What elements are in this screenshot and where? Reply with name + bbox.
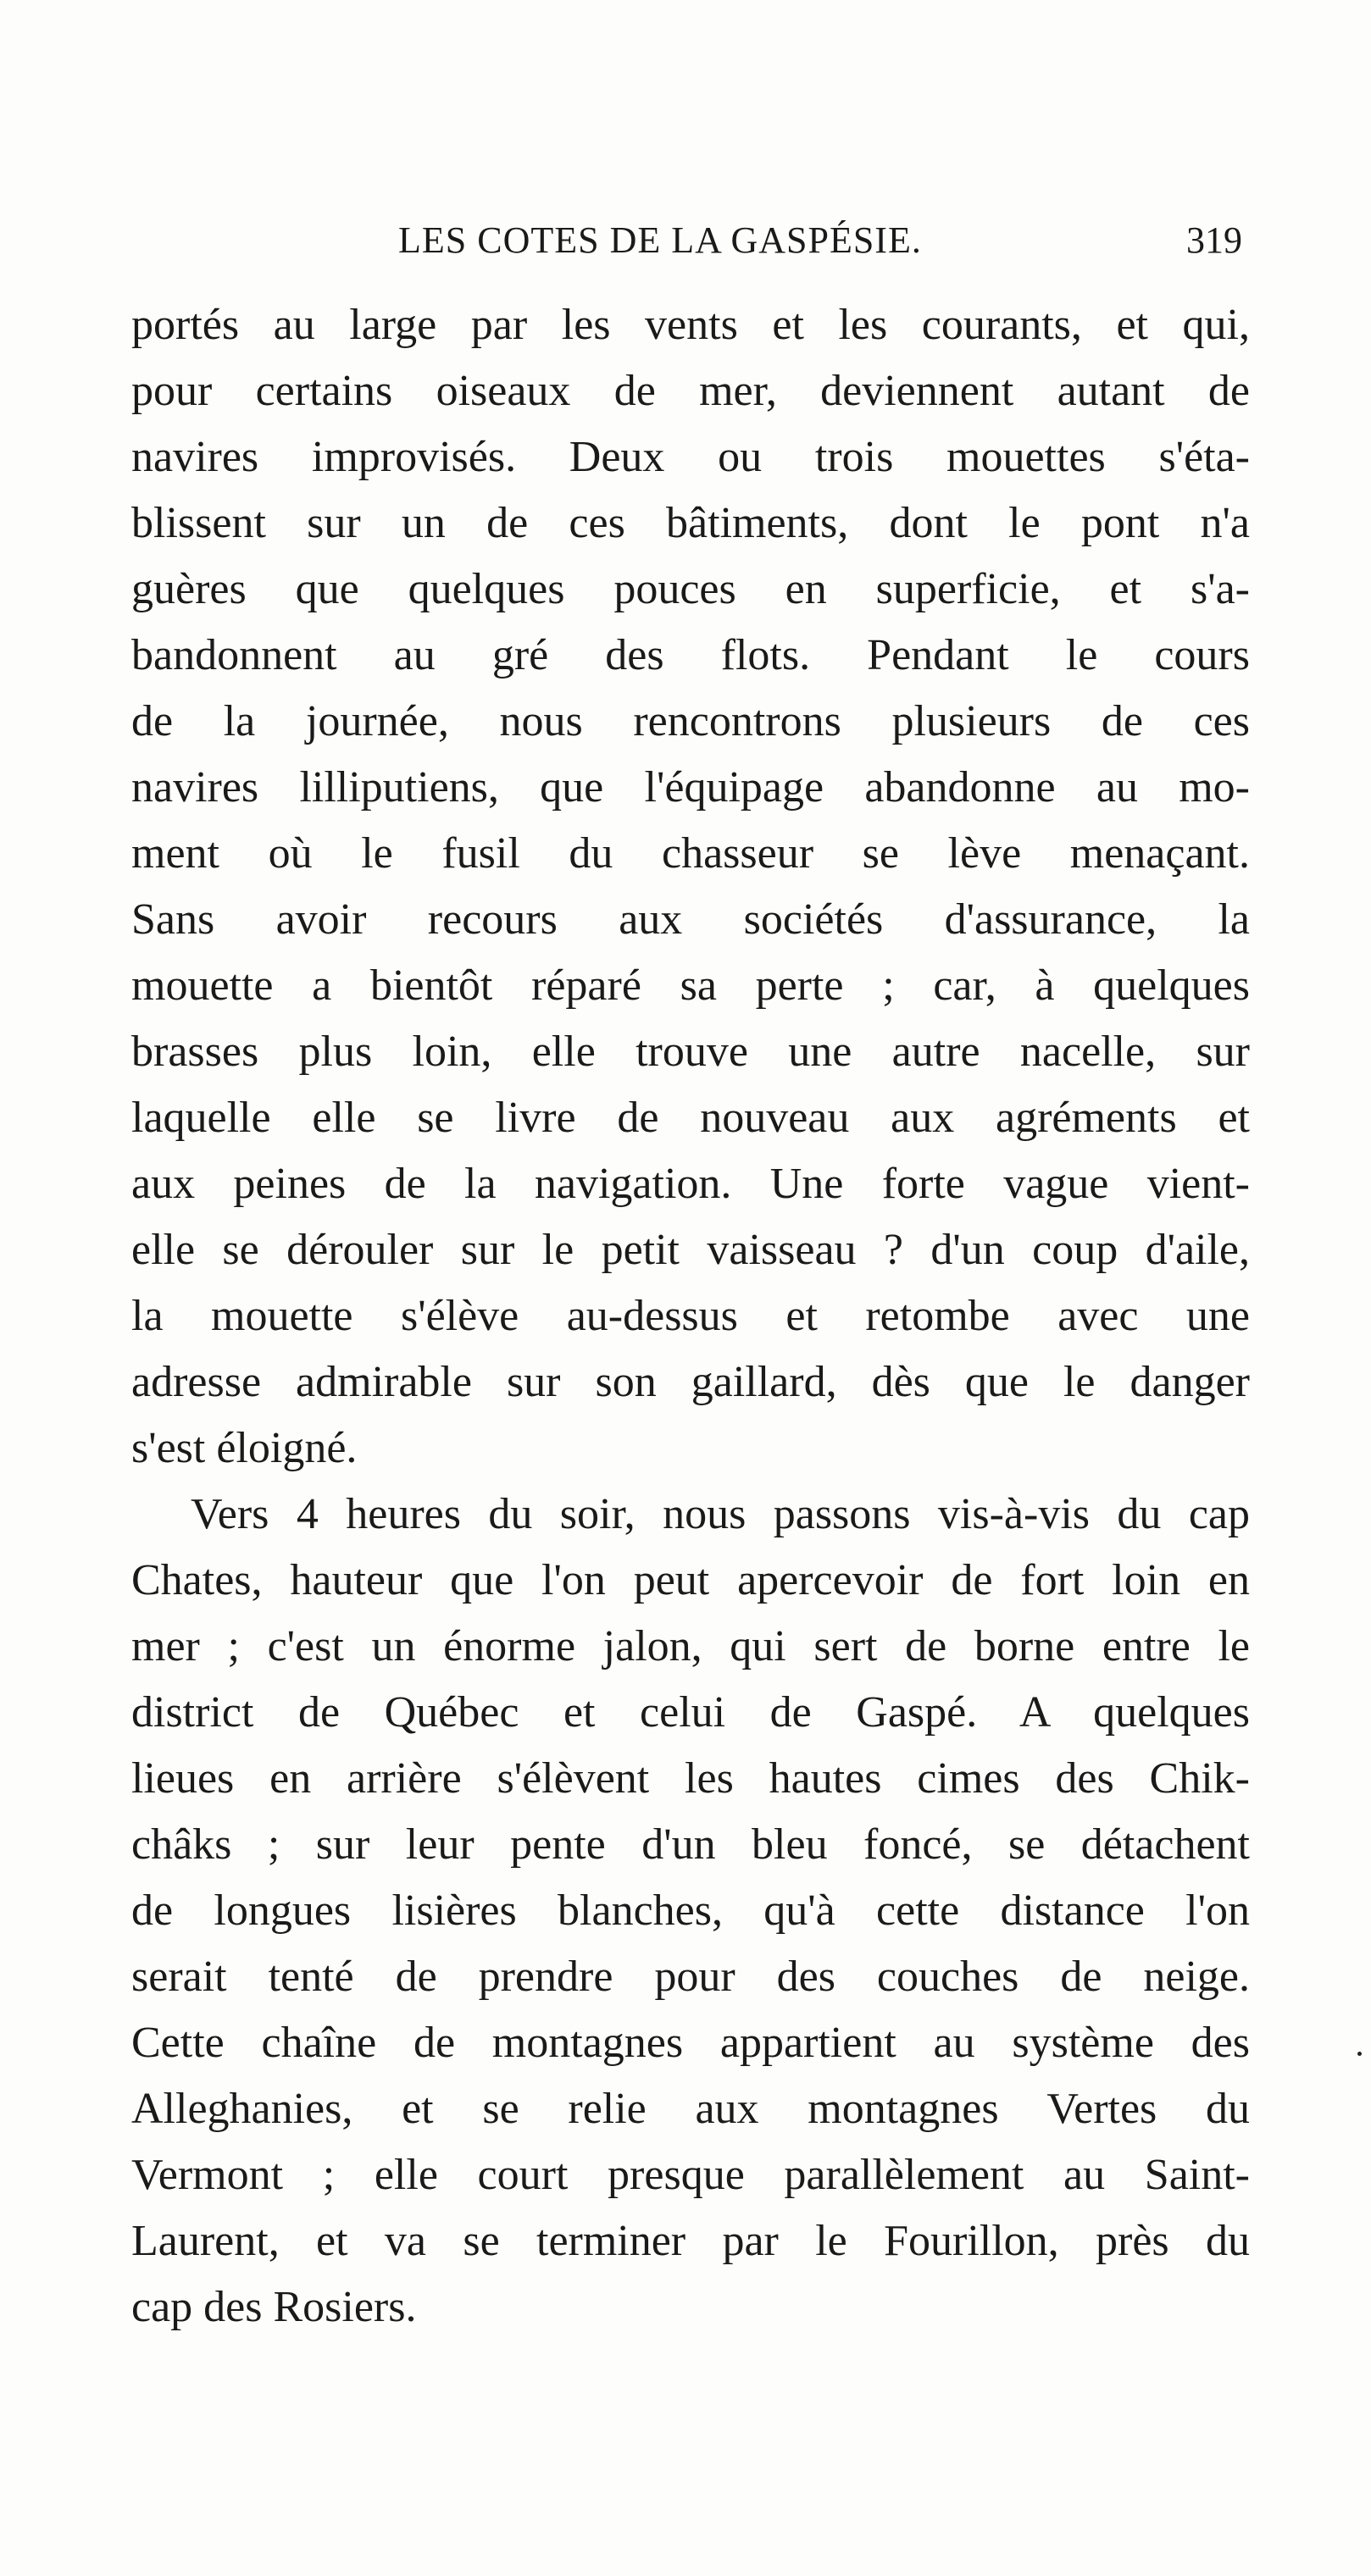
text-line: laquelle elle se livre de nouveau aux agréments et xyxy=(131,1094,1250,1142)
text-line: elle se dérouler sur le petit vaisseau ? d'un coup d'aile, xyxy=(131,1226,1250,1274)
running-title: LES COTES DE LA GASPÉSIE. xyxy=(398,219,922,261)
paragraph-1 xyxy=(131,292,1250,1482)
text-line: ment où le fusil du chasseur se lève menaçant. xyxy=(131,829,1250,878)
text-line: serait tenté de prendre pour des couches de neige. xyxy=(131,1953,1250,2001)
text-line: adresse admirable sur son gaillard, dès que le danger xyxy=(131,1358,1250,1406)
text-line: Vermont ; elle court presque parallèlement au Saint- xyxy=(131,2151,1250,2199)
text-line: mouette a bientôt réparé sa perte ; car, à quelques xyxy=(131,961,1250,1010)
text-line: bandonnent au gré des flots. Pendant le cours xyxy=(131,631,1250,679)
text-line: Chates, hauteur que l'on peut apercevoir de fort loin en xyxy=(131,1556,1250,1604)
text-line: brasses plus loin, elle trouve une autre nacelle, sur xyxy=(131,1028,1250,1076)
text-line: navires improvisés. Deux ou trois mouettes s'éta- xyxy=(131,433,1250,481)
text-line: Alleghanies, et se relie aux montagnes Vertes du xyxy=(131,2085,1250,2133)
text-line: lieues en arrière s'élèvent les hautes cimes des Chik- xyxy=(131,1754,1250,1803)
text-line: la mouette s'élève au-dessus et retombe avec une xyxy=(131,1292,1250,1340)
text-line: Vers 4 heures du soir, nous passons vis-à-vis du cap xyxy=(191,1490,1250,1538)
text-line: blissent sur un de ces bâtiments, dont le pont n'a xyxy=(131,499,1250,547)
margin-speck xyxy=(1357,2052,1362,2056)
body-text xyxy=(131,292,1250,2341)
text-line: portés au large par les vents et les courants, et qui, xyxy=(131,301,1250,349)
text-line: cap des Rosiers. xyxy=(131,2283,417,2331)
text-line: district de Québec et celui de Gaspé. A quelques xyxy=(131,1688,1250,1737)
text-line: mer ; c'est un énorme jalon, qui sert de borne entre le xyxy=(131,1622,1250,1670)
text-line: navires lilliputiens, que l'équipage abandonne au mo- xyxy=(131,763,1250,812)
text-line: Laurent, et va se terminer par le Fourillon, près du xyxy=(131,2217,1250,2265)
text-line: aux peines de la navigation. Une forte vague vient- xyxy=(131,1160,1250,1208)
text-line: Cette chaîne de montagnes appartient au système des xyxy=(131,2019,1250,2067)
text-line: de la journée, nous rencontrons plusieurs de ces xyxy=(131,697,1250,745)
text-line: châks ; sur leur pente d'un bleu foncé, se détachent xyxy=(131,1820,1250,1869)
page-number: 319 xyxy=(1186,219,1242,261)
text-line: pour certains oiseaux de mer, deviennent autant de xyxy=(131,367,1250,415)
text-line: guères que quelques pouces en superficie, et s'a- xyxy=(131,565,1250,613)
paragraph-2 xyxy=(131,1482,1250,2341)
text-line: s'est éloigné. xyxy=(131,1424,358,1472)
text-line: de longues lisières blanches, qu'à cette distance l'on xyxy=(131,1886,1250,1935)
text-line: Sans avoir recours aux sociétés d'assurance, la xyxy=(131,895,1250,944)
